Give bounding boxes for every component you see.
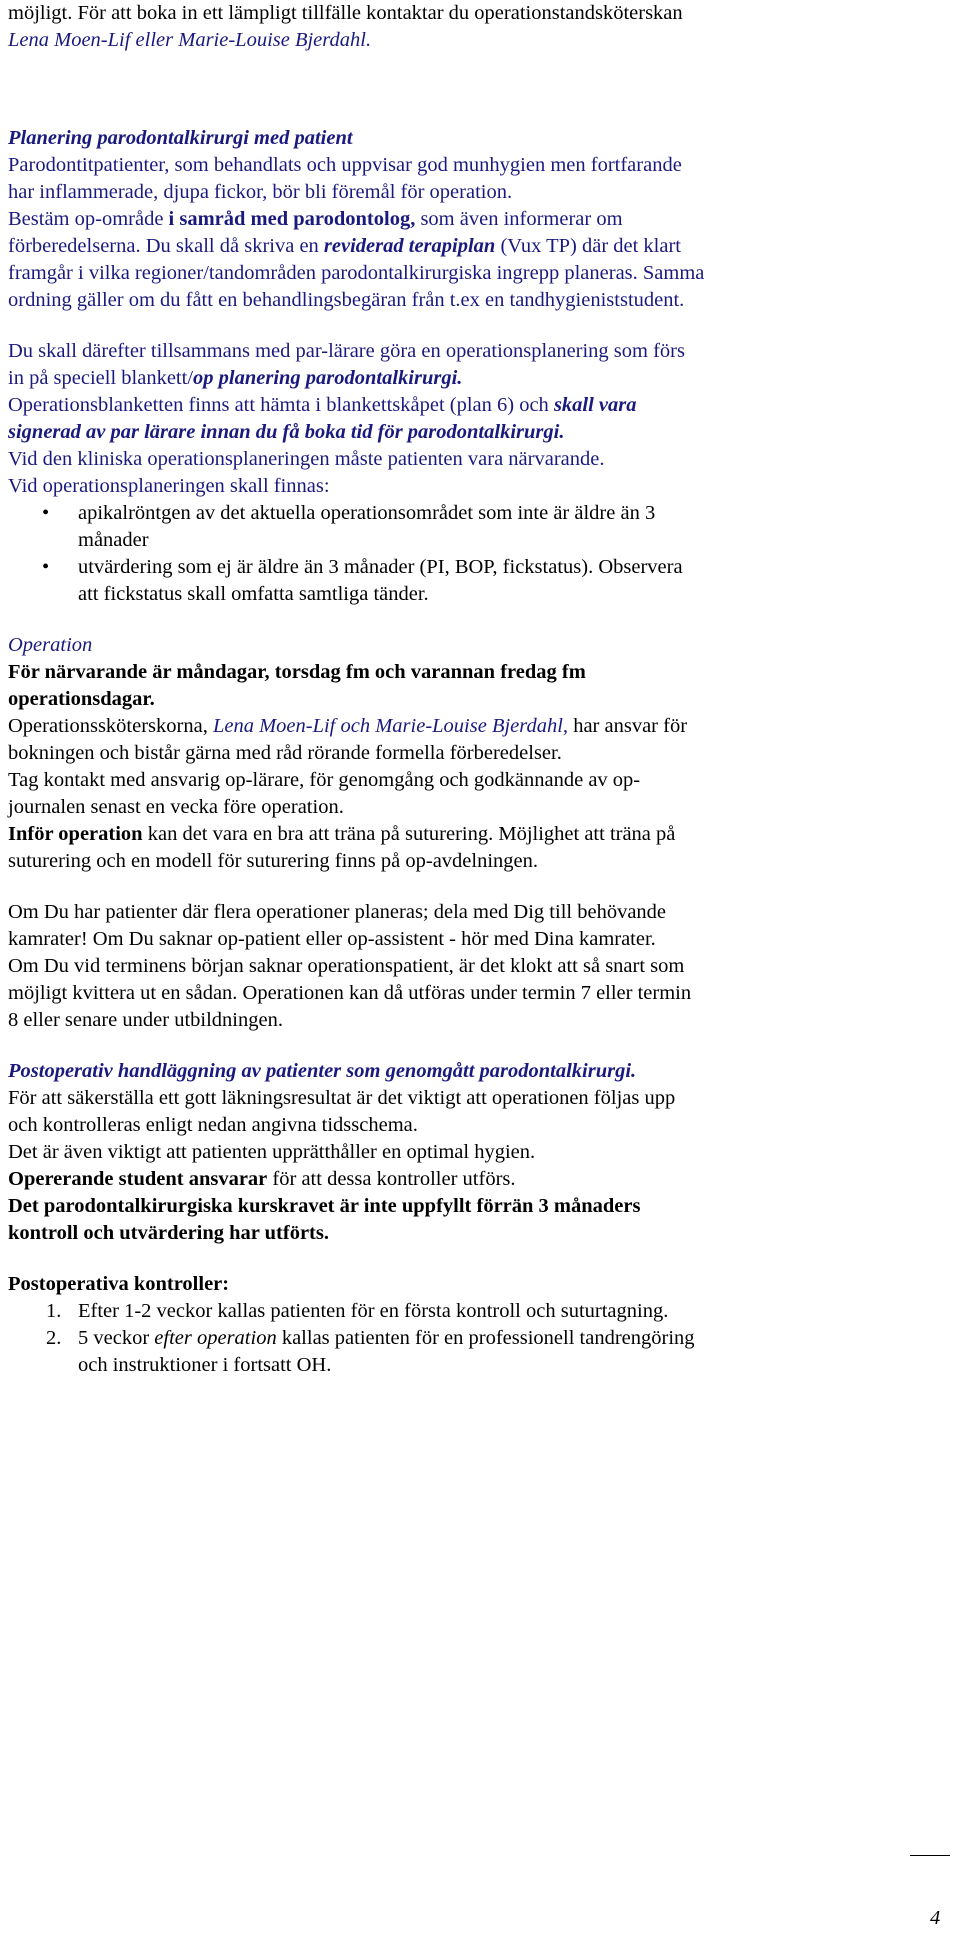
text-line: [8, 821, 675, 848]
text-run: för att dessa kontroller utförs.: [267, 1168, 516, 1190]
list-item-text: apikalröntgen av det aktuella operationsområdet som inte är äldre än 3: [78, 502, 656, 524]
text-run: kallas patienten för en professionell tandrengöring: [276, 1327, 695, 1349]
section-heading-kontroller: Postoperativa kontroller:: [8, 1273, 230, 1295]
text-run-bold-italic: skall vara: [553, 394, 637, 416]
text-line: [8, 206, 623, 233]
text-run-italic: efter operation: [154, 1327, 277, 1349]
text-run: kan det vara en bra att träna på suturering. Möjlighet att träna på: [142, 823, 676, 845]
list-item-text: utvärdering som ej är äldre än 3 månader (PI, BOP, fickstatus). Observera: [78, 556, 683, 578]
list-item-text: Efter 1-2 veckor kallas patienten för en första kontroll och suturtagning.: [78, 1300, 669, 1322]
text-line: operationsdagar.: [8, 688, 155, 710]
text-line: Parodontitpatienter, som behandlats och uppvisar god munhygien men fortfarande: [8, 154, 682, 176]
text-line: Lena Moen-Lif eller Marie-Louise Bjerdahl.: [8, 29, 372, 51]
text-run: in på speciell blankett/: [8, 367, 194, 389]
list-item-text: att fickstatus skall omfatta samtliga tänder.: [78, 583, 429, 605]
text-run-bold-italic: op planering parodontalkirurgi.: [193, 367, 463, 389]
text-run: Bestäm op-område: [8, 208, 169, 230]
text-line: och kontrolleras enligt nedan angivna tidsschema.: [8, 1114, 418, 1136]
text-line: signerad av par lärare innan du få boka tid för parodontalkirurgi.: [8, 421, 565, 443]
text-line: journalen senast en vecka före operation.: [8, 796, 344, 818]
bullet-marker: •: [42, 556, 50, 578]
text-run-bold: Opererande student ansvarar: [8, 1168, 268, 1190]
text-line: Du skall därefter tillsammans med par-lärare göra en operationsplanering som förs: [8, 340, 685, 362]
text-run-bold-italic: reviderad terapiplan: [323, 235, 496, 257]
page-number: 4: [930, 1907, 941, 1929]
text-line: Tag kontakt med ansvarig op-lärare, för genomgång och godkännande av op-: [8, 769, 641, 791]
text-run: 5 veckor: [78, 1327, 155, 1349]
list-number: 2.: [46, 1327, 62, 1349]
section-heading-postop: Postoperativ handläggning av patienter som genomgått parodontalkirurgi.: [8, 1060, 637, 1082]
text-line: suturering och en modell för suturering finns på op-avdelningen.: [8, 850, 539, 872]
text-line: Det är även viktigt att patienten upprätthåller en optimal hygien.: [8, 1141, 536, 1163]
list-item-text: månader: [78, 529, 149, 551]
text-line: För att säkerställa ett gott läkningsresultat är det viktigt att operationen följas upp: [8, 1087, 676, 1109]
bullet-marker: •: [42, 502, 50, 524]
page-number-rule: [910, 1855, 950, 1856]
text-line: Om Du har patienter där flera operationer planeras; dela med Dig till behövande: [8, 901, 667, 923]
text-line: har inflammerade, djupa fickor, bör bli föremål för operation.: [8, 181, 513, 203]
list-item-text: och instruktioner i fortsatt OH.: [78, 1354, 332, 1376]
text-run-italic: Lena Moen-Lif och Marie-Louise Bjerdahl,: [212, 715, 569, 737]
list-number: 1.: [46, 1300, 62, 1322]
text-line: ordning gäller om du fått en behandlingsbegäran från t.ex en tandhygieniststudent.: [8, 289, 685, 311]
section-heading-planering: Planering parodontalkirurgi med patient: [8, 127, 353, 149]
text-line: Om Du vid terminens början saknar operationspatient, är det klokt att så snart som: [8, 955, 685, 977]
text-run-bold: Inför operation: [8, 823, 143, 845]
text-run-bold: i samråd med parodontolog,: [168, 208, 416, 230]
list-item-text: [78, 1325, 695, 1352]
section-heading-operation: Operation: [8, 634, 93, 656]
text-line: möjligt kvittera ut en sådan. Operationen kan då utföras under termin 7 eller termin: [8, 982, 692, 1004]
text-line: 8 eller senare under utbildningen.: [8, 1009, 283, 1031]
text-run: har ansvar för: [568, 715, 688, 737]
text-line: bokningen och bistår gärna med råd rörande formella förberedelser.: [8, 742, 562, 764]
text-run: Operationsblanketten finns att hämta i blankettskåpet (plan 6) och: [8, 394, 554, 416]
text-line: Vid den kliniska operationsplaneringen måste patienten vara närvarande.: [8, 448, 605, 470]
text-line: möjligt. För att boka in ett lämpligt tillfälle kontaktar du operationstandsköterskan: [8, 2, 683, 24]
text-line: [8, 392, 637, 419]
text-run: som även informerar om: [415, 208, 623, 230]
text-line: framgår i vilka regioner/tandområden parodontalkirurgiska ingrepp planeras. Samma: [8, 262, 705, 284]
text-line: För närvarande är måndagar, torsdag fm och varannan fredag fm: [8, 661, 586, 683]
text-run: Operationssköterskorna,: [8, 715, 213, 737]
text-line: [8, 233, 681, 260]
text-line: [8, 365, 462, 392]
text-run: förberedelserna. Du skall då skriva en: [8, 235, 324, 257]
text-line: kamrater! Om Du saknar op-patient eller op-assistent - hör med Dina kamrater.: [8, 928, 656, 950]
text-line: [8, 713, 687, 740]
text-line: kontroll och utvärdering har utförts.: [8, 1222, 329, 1244]
text-run: (Vux TP) där det klart: [495, 235, 682, 257]
text-line: [8, 1166, 516, 1193]
text-line: Vid operationsplaneringen skall finnas:: [8, 475, 330, 497]
text-line: Det parodontalkirurgiska kurskravet är inte uppfyllt förrän 3 månaders: [8, 1195, 641, 1217]
